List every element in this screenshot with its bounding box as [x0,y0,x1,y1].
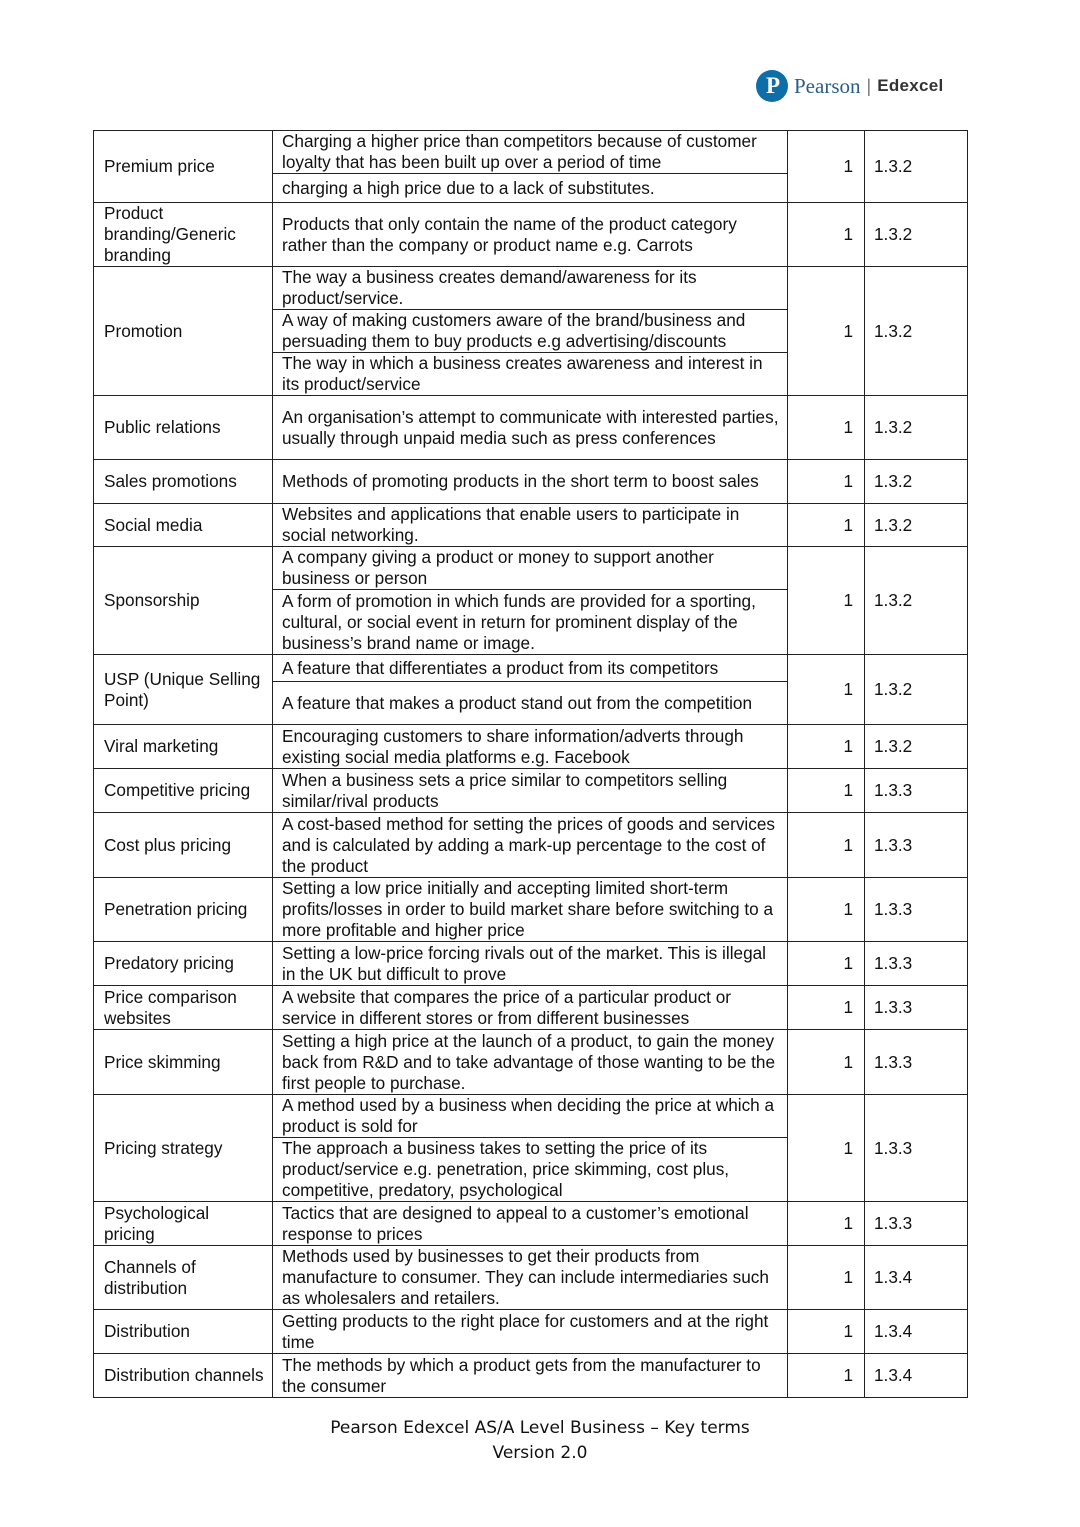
spec-reference-cell: 1.3.2 [865,460,968,504]
spec-reference-cell: 1.3.2 [865,655,968,725]
table-row [94,396,968,460]
pearson-edexcel-logo [756,68,944,104]
table-row [94,878,968,942]
table-row [94,1095,968,1202]
term-cell: Premium price [94,131,273,203]
spec-reference-cell: 1.3.3 [865,813,968,878]
definition-text: The methods by which a product gets from the manufacturer to the consumer [282,1354,761,1396]
key-terms-body [94,131,968,1398]
definition-cell [273,878,788,942]
term-cell: Price comparison websites [94,986,273,1030]
spec-reference-cell: 1.3.4 [865,1310,968,1354]
definition-text: Getting products to the right place for customers and at the right time [282,1310,769,1352]
table-row [94,942,968,986]
mark-cell: 1 [788,1202,865,1246]
spec-reference-cell: 1.3.3 [865,769,968,813]
term-cell: USP (Unique Selling Point) [94,655,273,725]
mark-cell: 1 [788,769,865,813]
definition-cell [273,1030,788,1095]
term-cell: Distribution channels [94,1354,273,1398]
term-cell: Sponsorship [94,547,273,655]
term-cell: Psychological pricing [94,1202,273,1246]
table-row [94,267,968,396]
definition-text: Methods of promoting products in the short term to boost sales [282,471,759,491]
mark-cell: 1 [788,878,865,942]
mark-cell: 1 [788,1310,865,1354]
definition-text: A feature that makes a product stand out from the competition [273,681,787,724]
logo-sub-brand: Edexcel [877,76,944,95]
mark-cell: 1 [788,504,865,547]
term-cell: Distribution [94,1310,273,1354]
definition-cell [273,1202,788,1246]
term-cell: Product branding/Generic branding [94,203,273,267]
definition-text: A way of making customers aware of the brand/business and persuading them to buy products e.g advertising/discounts [273,309,787,352]
key-terms-table [93,130,968,1398]
mark-cell: 1 [788,655,865,725]
mark-cell: 1 [788,1246,865,1310]
definition-text: Charging a higher price than competitors because of customer loyalty that has been built up over a period of time [282,131,757,172]
table-row [94,813,968,878]
definition-cell [273,460,788,504]
definition-cell [273,813,788,878]
definition-text: An organisation’s attempt to communicate with interested parties, usually through unpaid media such as press conferences [282,406,779,448]
table-row [94,504,968,547]
table-row [94,547,968,655]
mark-cell: 1 [788,1354,865,1398]
spec-reference-cell: 1.3.3 [865,942,968,986]
spec-reference-cell: 1.3.3 [865,878,968,942]
definition-text: When a business sets a price similar to competitors selling similar/rival products [282,769,728,811]
spec-reference-cell: 1.3.3 [865,1030,968,1095]
spec-reference-cell: 1.3.2 [865,267,968,396]
definition-text: Setting a low price initially and accepting limited short-term profits/losses in order to build market share before switching to a more profitable and higher price [282,878,774,940]
definition-cell [273,986,788,1030]
definition-cell [273,131,788,203]
mark-cell: 1 [788,203,865,267]
definition-cell [273,267,788,396]
spec-reference-cell: 1.3.3 [865,986,968,1030]
definition-text: A company giving a product or money to support another business or person [282,547,714,588]
table-row [94,1030,968,1095]
mark-cell: 1 [788,267,865,396]
footer-version: Version 2.0 [492,1443,588,1463]
table-row [94,203,968,267]
mark-cell: 1 [788,725,865,769]
spec-reference-cell: 1.3.4 [865,1354,968,1398]
definition-cell [273,725,788,769]
definition-text: Products that only contain the name of the product category rather than the company or product name e.g. Carrots [282,213,737,255]
logo-brand: Pearson [794,73,861,98]
table-row [94,460,968,504]
logo-separator: | [866,75,872,96]
definition-cell [273,396,788,460]
term-cell: Penetration pricing [94,878,273,942]
term-cell: Channels of distribution [94,1246,273,1310]
definition-text: A method used by a business when deciding the price at which a product is sold for [282,1095,775,1136]
spec-reference-cell: 1.3.3 [865,1202,968,1246]
table-row [94,1354,968,1398]
mark-cell: 1 [788,942,865,986]
mark-cell: 1 [788,1030,865,1095]
definition-text: Methods used by businesses to get their products from manufacture to consumer. They can include intermediaries such as wholesalers and retailers. [282,1246,769,1308]
pearson-logo-icon: P [756,70,788,102]
definition-text: The approach a business takes to setting the price of its product/service e.g. penetration, price skimming, cost plus, competitive, predatory, psychological [273,1137,787,1201]
definition-text: Websites and applications that enable users to participate in social networking. [282,504,740,545]
definition-text: A form of promotion in which funds are provided for a sporting, cultural, or social event in return for prominent display of the business’s brand name or image. [273,589,787,654]
term-cell: Public relations [94,396,273,460]
spec-reference-cell: 1.3.2 [865,131,968,203]
term-cell: Viral marketing [94,725,273,769]
definition-cell [273,655,788,725]
mark-cell: 1 [788,131,865,203]
definition-text: A website that compares the price of a particular product or service in different stores or from different businesses [282,986,732,1028]
definition-cell [273,1095,788,1202]
term-cell: Social media [94,504,273,547]
table-row [94,725,968,769]
table-row [94,131,968,203]
spec-reference-cell: 1.3.2 [865,547,968,655]
term-cell: Sales promotions [94,460,273,504]
definition-text: charging a high price due to a lack of substitutes. [273,173,787,202]
definition-cell [273,1354,788,1398]
table-row [94,769,968,813]
spec-reference-cell: 1.3.3 [865,1095,968,1202]
mark-cell: 1 [788,460,865,504]
spec-reference-cell: 1.3.2 [865,396,968,460]
definition-text: A feature that differentiates a product from its competitors [282,657,719,678]
mark-cell: 1 [788,396,865,460]
definition-text: Setting a high price at the launch of a product, to gain the money back from R&D and to take advantage of those wanting to be the first people to purchase. [282,1030,776,1093]
page-footer [0,1416,1080,1466]
spec-reference-cell: 1.3.2 [865,725,968,769]
table-row [94,986,968,1030]
term-cell: Predatory pricing [94,942,273,986]
table-row [94,655,968,725]
definition-cell [273,1246,788,1310]
mark-cell: 1 [788,1095,865,1202]
definition-cell [273,203,788,267]
term-cell: Competitive pricing [94,769,273,813]
mark-cell: 1 [788,547,865,655]
table-row [94,1310,968,1354]
definition-text: Setting a low-price forcing rivals out of the market. This is illegal in the UK but difficult to prove [282,942,767,984]
term-cell: Price skimming [94,1030,273,1095]
definition-text: The way a business creates demand/awareness for its product/service. [282,267,697,308]
definition-cell [273,547,788,655]
definition-text: The way in which a business creates awareness and interest in its product/service [273,352,787,395]
definition-text: A cost-based method for setting the prices of goods and services and is calculated by adding a mark-up percentage to the cost of the product [282,813,775,876]
definition-cell [273,942,788,986]
footer-title: Pearson Edexcel AS/A Level Business – Key terms [330,1418,750,1438]
spec-reference-cell: 1.3.2 [865,203,968,267]
definition-text: Encouraging customers to share information/adverts through existing social media platforms e.g. Facebook [282,725,744,767]
term-cell: Cost plus pricing [94,813,273,878]
spec-reference-cell: 1.3.4 [865,1246,968,1310]
definition-cell [273,504,788,547]
term-cell: Promotion [94,267,273,396]
table-row [94,1202,968,1246]
mark-cell: 1 [788,813,865,878]
definition-cell [273,1310,788,1354]
definition-text: Tactics that are designed to appeal to a customer’s emotional response to prices [282,1202,749,1244]
definition-cell [273,769,788,813]
spec-reference-cell: 1.3.2 [865,504,968,547]
mark-cell: 1 [788,986,865,1030]
term-cell: Pricing strategy [94,1095,273,1202]
table-row [94,1246,968,1310]
